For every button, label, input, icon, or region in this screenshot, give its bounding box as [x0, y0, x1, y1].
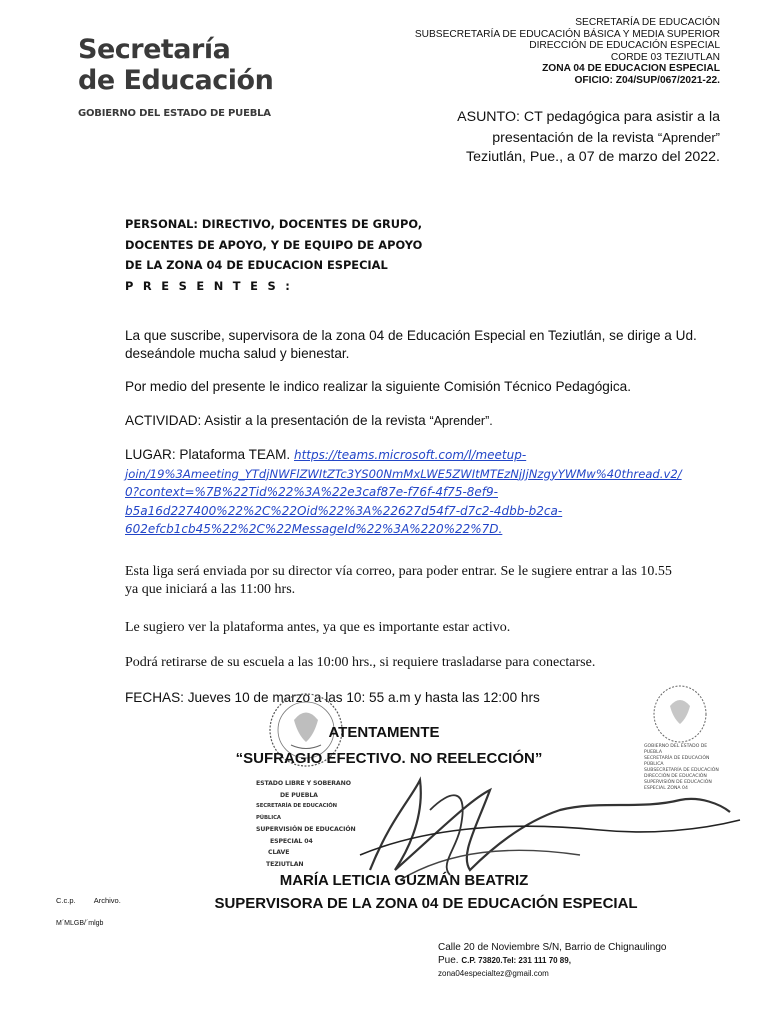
seal-left-line-8: TEZIUTLAN	[266, 860, 304, 868]
addressee-line-1: PERSONAL: DIRECTIVO, DOCENTES DE GRUPO,	[125, 217, 423, 231]
teams-meeting-link-cont-4[interactable]: 602efcb1cb45%22%2C%22MessageId%22%3A%220%22%7D.	[125, 522, 503, 536]
seal-left-line-6: ESPECIAL 04	[270, 837, 313, 845]
seal-right-line-1: GOBIERNO DEL ESTADO DE PUEBLA	[644, 744, 708, 755]
teams-meeting-link-cont-1[interactable]: join/19%3Ameeting_YTdjNWFlZWItZTc3YS00NmMxLWE5ZWItMTEzNjJjNzgyYWMw%40thread.v2/	[125, 466, 682, 481]
seal-left-line-2: ESTADO LIBRE Y SOBERANO	[256, 780, 351, 787]
addressee-line-2: DOCENTES DE APOYO, Y DE EQUIPO DE APOYO	[125, 237, 423, 252]
header-line-2: SUBSECRETARÍA DE EDUCACIÓN BÁSICA Y MEDIA SUPERIOR	[414, 28, 720, 40]
oficio-number: OFICIO: Z04/SUP/067/2021-22.	[574, 74, 720, 86]
actividad-paragraph	[125, 412, 725, 430]
header-line-1: SECRETARÍA DE EDUCACIÓN	[575, 17, 720, 28]
header-line-4: CORDE 03 TEZIUTLAN	[610, 51, 720, 63]
retirarse-paragraph: Podrá retirarse de su escuela a las 10:00 hrs., si requiere trasladarse para conectarse.	[125, 655, 596, 670]
header-line-3: DIRECCIÓN DE EDUCACIÓN ESPECIAL	[529, 40, 720, 51]
footer-email: zona04especialtez@gmail.com	[438, 969, 549, 978]
seal-right-line-4: DIRECCIÓN DE EDUCACIÓN	[644, 774, 707, 779]
addressee-block	[125, 214, 445, 296]
presentes: P R E S E N T E S :	[125, 278, 293, 293]
actividad-magazine: “Aprender”.	[429, 414, 493, 428]
place-date: Teziutlán, Pue., a 07 de marzo del 2022.	[466, 149, 720, 165]
secretaria-logo	[78, 34, 273, 96]
handwritten-signature-icon	[300, 760, 750, 890]
liga-line-2: ya que iniciará a las 11:00 hrs.	[125, 582, 296, 597]
seal-right-line-3: SUBSECRETARÍA DE EDUCACIÓN	[644, 768, 719, 773]
ccp-value: Archivo.	[93, 896, 121, 905]
teams-meeting-link[interactable]: https://teams.microsoft.com/l/meetup-	[293, 448, 527, 462]
subject-line-2-text: presentación de la revista	[492, 129, 654, 146]
logo-subtitle: GOBIERNO DEL ESTADO DE PUEBLA	[78, 108, 271, 119]
header-line-5: ZONA 04 DE EDUCACION ESPECIAL	[542, 63, 720, 74]
logo-line-2: de Educación	[78, 65, 274, 96]
seal-left-line-3: DE PUEBLA	[280, 791, 318, 799]
seal-right-line-2: SECRETARÍA DE EDUCACIÓN PÚBLICA	[644, 756, 710, 767]
typist-initials: M´MLGB/´mlgb	[56, 920, 104, 927]
teams-meeting-link-cont-2[interactable]: 0?context=%7B%22Tid%22%3A%22e3caf87e-f76f-4f75-8ef9-	[125, 485, 498, 499]
subject-line-1: ASUNTO: CT pedagógica para asistir a la	[457, 109, 720, 125]
atentamente: ATENTAMENTE	[328, 724, 440, 741]
logo-line-1: Secretaría	[78, 34, 231, 65]
footer-city: Pue.	[438, 955, 459, 966]
lugar-paragraph	[125, 446, 725, 539]
letterhead-block	[340, 17, 720, 86]
subject-line-2	[390, 128, 720, 149]
liga-line-1: Esta liga será enviada por su director vía correo, para poder entrar. Se le sugiere entrar a las 10.55	[125, 564, 672, 579]
seal-left-line-7: CLAVE	[268, 849, 290, 856]
signer-name: MARÍA LETICIA GUZMÁN BEATRIZ	[279, 872, 529, 889]
signer-role: SUPERVISORA DE LA ZONA 04 DE EDUCACIÓN ESPECIAL	[214, 895, 638, 912]
fechas-paragraph: FECHAS: Jueves 10 de marzo a las 10: 55 a.m y hasta las 12:00 hrs	[125, 690, 540, 705]
footer-address	[438, 941, 738, 980]
footer-line-1: Calle 20 de Noviembre S/N, Barrio de Chignaulingo	[438, 942, 667, 953]
ccp-label: C.c.p.	[56, 896, 76, 905]
seal-left-line-5: SUPERVISIÓN DE EDUCACIÓN	[256, 826, 356, 833]
seal-right-line-6: ESPECIAL ZONA 04	[644, 786, 688, 791]
addressee-line-3: DE LA ZONA 04 DE EDUCACION ESPECIAL	[125, 258, 388, 272]
intro-paragraph: La que suscribe, supervisora de la zona 04 de Educación Especial en Teziutlán, se dirige a Ud. deseándole mucha salud y bienestar.	[125, 328, 697, 361]
comision-paragraph: Por medio del presente le indico realizar la siguiente Comisión Técnico Pedagógica.	[125, 379, 632, 394]
footer-cp-tel: C.P. 73820.Tel: 231 111 70 89,	[461, 956, 571, 965]
lugar-label: LUGAR: Plataforma TEAM.	[125, 447, 291, 462]
seal-right-line-5: SUPERVISIÓN DE EDUCACIÓN	[644, 780, 712, 785]
liga-paragraph	[125, 563, 725, 599]
magazine-name: “Aprender”	[657, 129, 720, 145]
ccp-line	[56, 896, 121, 905]
subject-block	[390, 108, 720, 168]
plataforma-paragraph: Le sugiero ver la plataforma antes, ya que es importante estar activo.	[125, 620, 511, 635]
actividad-text: ACTIVIDAD: Asistir a la presentación de la revista	[125, 413, 426, 428]
footer-line-2	[438, 954, 738, 967]
seal-left-line-4: SECRETARÍA DE EDUCACIÓN PÚBLICA	[256, 803, 337, 821]
sufragio-motto: “SUFRAGIO EFECTIVO. NO REELECCIÓN”	[235, 750, 543, 767]
teams-meeting-link-cont-3[interactable]: b5a16d227400%22%2C%22Oid%22%3A%22627d54f7-d7c2-4dbb-b2ca-	[125, 503, 563, 518]
